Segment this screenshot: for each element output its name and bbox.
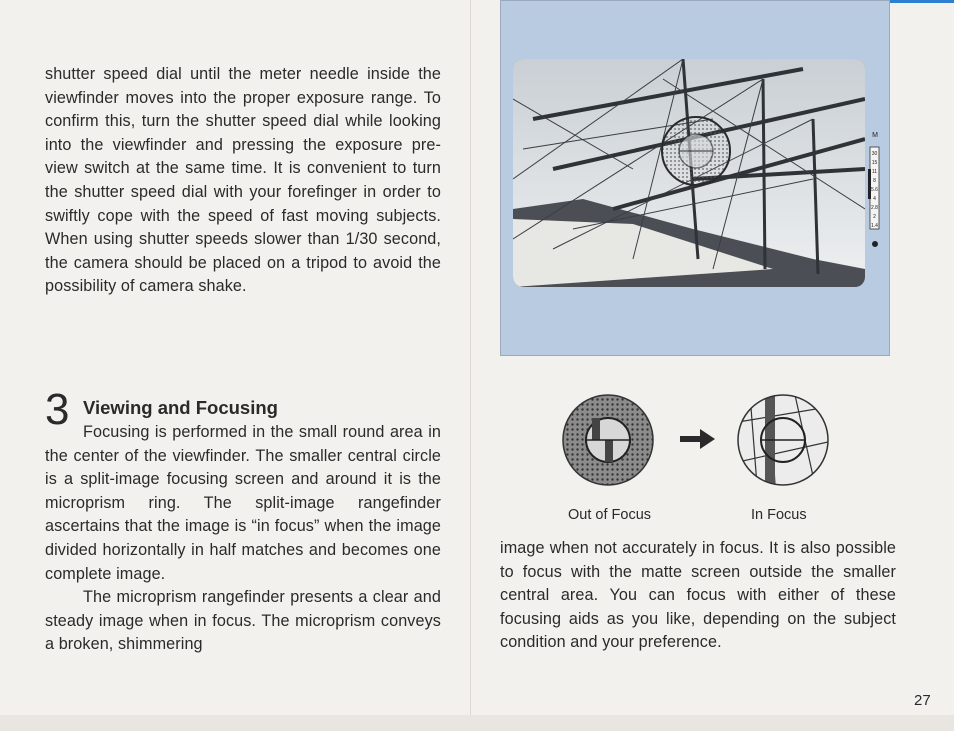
meter-mark: 15 (871, 160, 878, 166)
meter-scale (868, 129, 882, 269)
meter-dot (872, 241, 878, 247)
arrow-right-icon (680, 429, 715, 449)
page-number: 27 (914, 692, 931, 709)
section-body (45, 421, 441, 657)
section-paragraph-2: The microprism rangefinder presents a clear and steady image when in focus. The microprism conveys a broken, shimmering (45, 588, 441, 654)
page-gutter (470, 0, 471, 731)
left-column (45, 63, 441, 299)
viewfinder-photo (513, 59, 865, 287)
section-paragraph-1: Focusing is performed in the small round area in the center of the viewfinder. The smaller central circle is a split-image focusing screen and around it is the microprism ring. The split-image rangefinder ascertains that the image is “in focus” when the image divided horizontally in half matches and becomes one complete image. (45, 423, 441, 583)
meter-mark: 5.6 (871, 187, 878, 193)
meter-needle (868, 169, 871, 199)
section-title: Viewing and Focusing (83, 397, 278, 418)
meter-mark: 2.8 (871, 205, 878, 211)
meter-mark: 2 (873, 214, 876, 220)
meter-mark: 4 (873, 196, 876, 202)
viewfinder-illustration (500, 0, 890, 356)
meter-mark: 8 (873, 178, 876, 184)
bottom-band (0, 715, 954, 731)
continuation-paragraph: shutter speed dial until the meter needle inside the viewfinder moves into the proper exposure range. To confirm this, turn the shutter speed dial while looking into the viewfinder and pressing the exposure pre-view switch at the same time. It is convenient to turn the shutter speed dial with your forefinger in order to swiftly cope with the speed of fast moving subjects. When using shutter speeds slower than 1/30 second, the camera should be placed on a tripod to avoid the possibility of camera shake. (45, 65, 441, 296)
right-column-paragraph: image when not accurately in focus. It is also possible to focus with the matte screen outside the smaller central area. You can focus with either of these focusing aids as you like, depending on the subject condition and your preference. (500, 539, 896, 652)
meter-scale-top-label: M (872, 132, 878, 139)
in-focus-label: In Focus (751, 507, 807, 523)
meter-mark: 1.4 (871, 223, 878, 229)
sailing-ship-photo (513, 59, 865, 287)
meter-mark: 30 (871, 151, 878, 157)
right-column (500, 537, 896, 655)
focus-comparison-figure (545, 382, 865, 512)
meter-mark: 11 (871, 169, 878, 175)
section-number: 3 (45, 385, 70, 434)
out-of-focus-label: Out of Focus (568, 507, 652, 523)
